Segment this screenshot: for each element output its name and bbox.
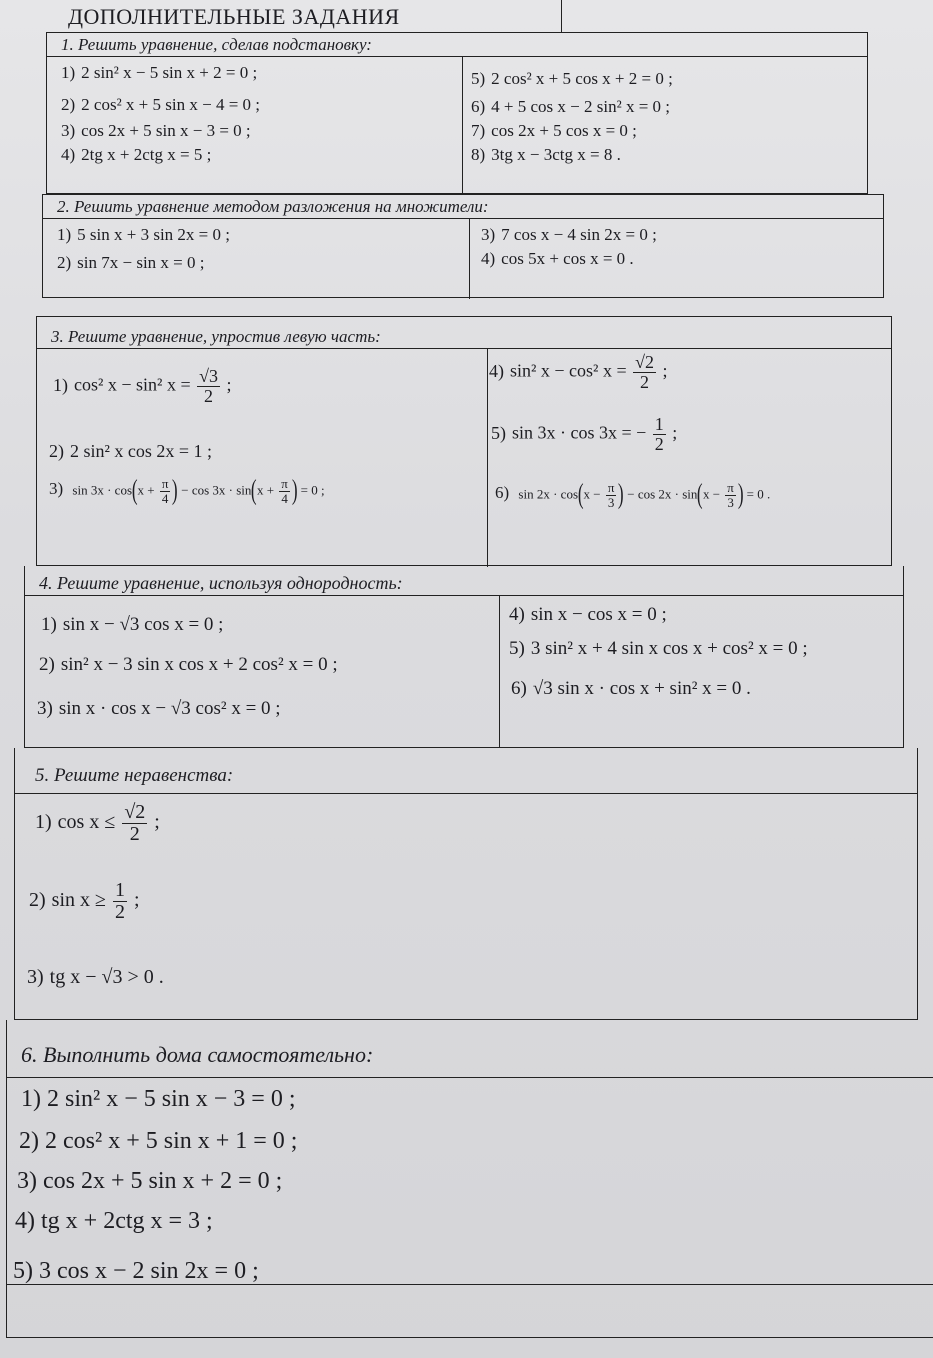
s1-item-7: 7) cos 2x + 5 cos x = 0 ; bbox=[471, 121, 637, 140]
section-1 bbox=[46, 32, 868, 194]
s4-item-1: 1) sin x − √3 cos x = 0 ; bbox=[41, 614, 224, 635]
s5-item-3: 3) tg x − √3 > 0 . bbox=[27, 966, 164, 988]
s2-item-1: 1) 5 sin x + 3 sin 2x = 0 ; bbox=[57, 225, 230, 244]
section-2-title: 2. Решить уравнение методом разложения на множители: bbox=[43, 195, 883, 219]
s3-item-1-fraction: $\frac{√3}{2}$ bbox=[199, 366, 218, 406]
section-4 bbox=[24, 566, 904, 748]
s1-item-3: 3) cos 2x + 5 sin x − 3 = 0 ; bbox=[61, 121, 251, 140]
section-6 bbox=[6, 1020, 933, 1338]
s5-item-1-fraction: $\frac{√2}{2}$ bbox=[124, 801, 146, 845]
s3-item-6: 6) sin 2x · cos(x − $\frac{\pi}{3}$ ) − cos 2x · sin(x − $\frac{\pi}{3}$ ) = 0 . bbox=[495, 479, 771, 510]
s4-item-2: 2) sin² x − 3 sin x cos x + 2 cos² x = 0 ; bbox=[39, 654, 338, 675]
s4-item-6: 6) √3 sin x · cos x + sin² x = 0 . bbox=[511, 678, 751, 699]
s2-item-3: 3) 7 cos x − 4 sin 2x = 0 ; bbox=[481, 225, 657, 244]
section-3 bbox=[36, 316, 892, 566]
s3-item-2: 2) 2 sin² x cos 2x = 1 ; bbox=[49, 441, 213, 461]
section-3-title: 3. Решите уравнение, упростив левую часть: bbox=[37, 325, 891, 349]
section-4-column-divider bbox=[499, 596, 500, 748]
s1-item-6: 6) 4 + 5 cos x − 2 sin² x = 0 ; bbox=[471, 97, 671, 116]
s3-item-3-fraction-1: $\frac{\pi}{4}$ bbox=[161, 476, 169, 506]
s1-item-8: 8) 3tg x − 3ctg x = 8 . bbox=[471, 145, 621, 164]
s3-item-3-fraction-2: $\frac{\pi}{4}$ bbox=[281, 476, 288, 506]
s3-item-6-fraction-2: $\frac{\pi}{3}$ bbox=[727, 480, 734, 510]
section-1-title: 1. Решить уравнение, сделав подстановку: bbox=[47, 33, 867, 57]
section-6-rule bbox=[7, 1284, 933, 1285]
section-2 bbox=[42, 194, 884, 298]
section-5 bbox=[14, 748, 918, 1020]
s4-item-5: 5) 3 sin² x + 4 sin x cos x + cos² x = 0 ; bbox=[509, 638, 808, 659]
document-title: ДОПОЛНИТЕЛЬНЫЕ ЗАДАНИЯ bbox=[68, 4, 400, 29]
s6-item-2: 2) 2 cos² x + 5 sin x + 1 = 0 ; bbox=[19, 1128, 298, 1154]
s2-item-4: 4) cos 5x + cos x = 0 . bbox=[481, 249, 634, 268]
top-divider-line bbox=[561, 0, 562, 32]
s4-item-3: 3) sin x · cos x − √3 cos² x = 0 ; bbox=[37, 698, 281, 719]
s3-item-4-fraction: $\frac{√2}{2}$ bbox=[635, 352, 654, 392]
s5-item-1: 1) cos x ≤ $\frac{√2}{2}$ ; bbox=[35, 801, 160, 845]
s6-item-3: 3) cos 2x + 5 sin x + 2 = 0 ; bbox=[17, 1168, 283, 1194]
section-1-column-divider bbox=[462, 57, 463, 195]
section-4-title: 4. Решите уравнение, используя однородность: bbox=[25, 566, 903, 596]
s3-item-5: 5) sin 3x · cos 3x = − $\frac{1}{2}$ ; bbox=[491, 414, 678, 454]
s4-item-4: 4) sin x − cos x = 0 ; bbox=[509, 604, 667, 625]
s3-item-1: 1) cos² x − sin² x = $\frac{√3}{2}$ ; bbox=[53, 366, 232, 406]
s3-item-4: 4) sin² x − cos² x = $\frac{√2}{2}$ ; bbox=[489, 352, 668, 392]
s6-item-4: 4) tg x + 2ctg x = 3 ; bbox=[15, 1208, 213, 1234]
s3-item-6-fraction-1: $\frac{\pi}{3}$ bbox=[607, 480, 615, 510]
s3-item-3: 3) sin 3x · cos(x + $\frac{\pi}{4}$ ) − cos 3x · sin(x + $\frac{\pi}{4}$ ) = 0 ; bbox=[49, 475, 325, 506]
s5-item-2: 2) sin x ≥ $\frac{1}{2}$ ; bbox=[29, 879, 140, 923]
s2-item-2: 2) sin 7x − sin x = 0 ; bbox=[57, 253, 205, 272]
s1-item-2: 2) 2 cos² x + 5 sin x − 4 = 0 ; bbox=[61, 95, 261, 114]
section-6-title: 6. Выполнить дома самостоятельно: bbox=[7, 1020, 933, 1078]
s6-item-5: 5) 3 cos x − 2 sin 2x = 0 ; bbox=[13, 1258, 259, 1284]
s1-item-5: 5) 2 cos² x + 5 cos x + 2 = 0 ; bbox=[471, 69, 673, 88]
section-2-column-divider bbox=[469, 219, 470, 299]
s1-item-1: 1) 2 sin² x − 5 sin x + 2 = 0 ; bbox=[61, 63, 258, 82]
s3-item-5-fraction: $\frac{1}{2}$ bbox=[654, 414, 664, 454]
s1-item-4: 4) 2tg x + 2ctg x = 5 ; bbox=[61, 145, 212, 164]
s6-item-1: 1) 2 sin² x − 5 sin x − 3 = 0 ; bbox=[21, 1086, 296, 1112]
section-5-title: 5. Решите неравенства: bbox=[15, 748, 917, 794]
s5-item-2-fraction: $\frac{1}{2}$ bbox=[115, 879, 125, 923]
